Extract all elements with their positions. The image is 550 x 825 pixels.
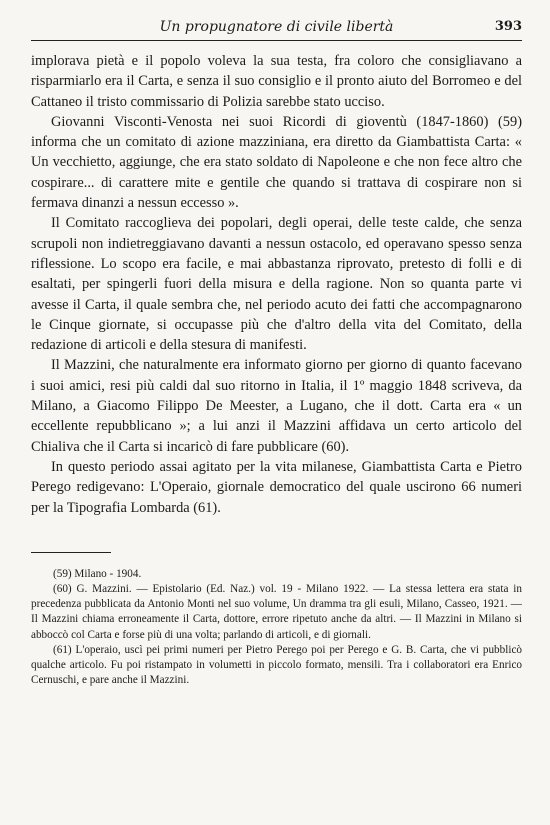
footnote: (59) Milano - 1904. [53, 567, 142, 580]
footnote: (61) L'operaio, uscì pei primi numeri per Pietro Perego poi per Perego e G. B. Carta, che vi pubblicò qualche articolo. Fu poi ristampato in volumetti in piccolo formato, mensili. Tra i collaboratori era Enrico Cernuschi, e pare anche il Mazzini. [31, 643, 522, 687]
paragraph: In questo periodo assai agitato per la vita milanese, Giambattista Carta e Pietro Perego redigevano: L'Operaio, giornale democratico del quale uscirono 66 numeri per la Tipografia Lombarda (61). [31, 458, 522, 516]
running-head [31, 16, 522, 38]
footnote-separator [31, 552, 111, 553]
paragraph: Il Comitato raccoglieva dei popolari, degli operai, delle teste calde, che senza scrupoli non indietreggiavano davanti a nessun ostacolo, ed operavano spesso senza riflessione. Lo scopo era facile, e mai abbastanza riprovato, pretesto di folli e di esaltati, per spingerli fuori della misura e della ragione. Non so quanta parte vi avesse il Carta, il quale sembra che, nel periodo acuto dei fatti che accompagnarono le Cinque giornate, si occupasse più che d'altro della vita del Comitato, della redazione di articoli e della stesura di manifesti. [31, 215, 522, 354]
footnote: (60) G. Mazzini. — Epistolario (Ed. Naz.) vol. 19 - Milano 1922. — La stessa lettera era stata in precedenza pubblicata da Antonio Monti nel suo volume, Un dramma tra gli esuli, Milano, Casseo, 1921. — Il Mazzini chiama erroneamente il Carta, dottore, errore ripetuto anche da altri. — Il Mazzini in Milano si abboccò col Carta e forse più di una volta; parlando di articoli, e di giornali. [31, 583, 522, 641]
running-title: Un propugnatore di civile libertà [159, 19, 394, 35]
footnotes [31, 567, 522, 689]
page-number: 393 [494, 19, 522, 34]
header-rule [31, 40, 522, 41]
paragraph: Il Mazzini, che naturalmente era informato giorno per giorno di quanto facevano i suoi amici, resi più caldi dal suo ritorno in Italia, il 1º maggio 1848 scriveva, da Milano, a Giacomo Filippo De Meester, a Lugano, che il dott. Carta era « un eccellente repubblicano »; a lui anzi il Mazzini affidava un certo articolo del Chialiva che il Carta si incaricò di fare pubblicare (60). [31, 357, 522, 455]
paragraph: Giovanni Visconti-Venosta nei suoi Ricordi di gioventù (1847-1860) (59) informa che un comitato di azione mazziniana, era diretto da Giambattista Carta: « Un vecchietto, aggiunge, che era stato soldato di Napoleone e che non fece altro che cospirare... di carattere mite e gentile che quando si trattava di cospirare non si fermava dinanzi a nessun eccesso ». [31, 113, 522, 212]
paragraph: implorava pietà e il popolo voleva la sua testa, fra coloro che consigliavano a risparmiarlo era il Carta, e senza il suo consiglio e il pronto aiuto del Borromeo e del Cattaneo il tristo commissario di Polizia sarebbe stato ucciso. [31, 53, 522, 110]
main-text [31, 51, 522, 518]
